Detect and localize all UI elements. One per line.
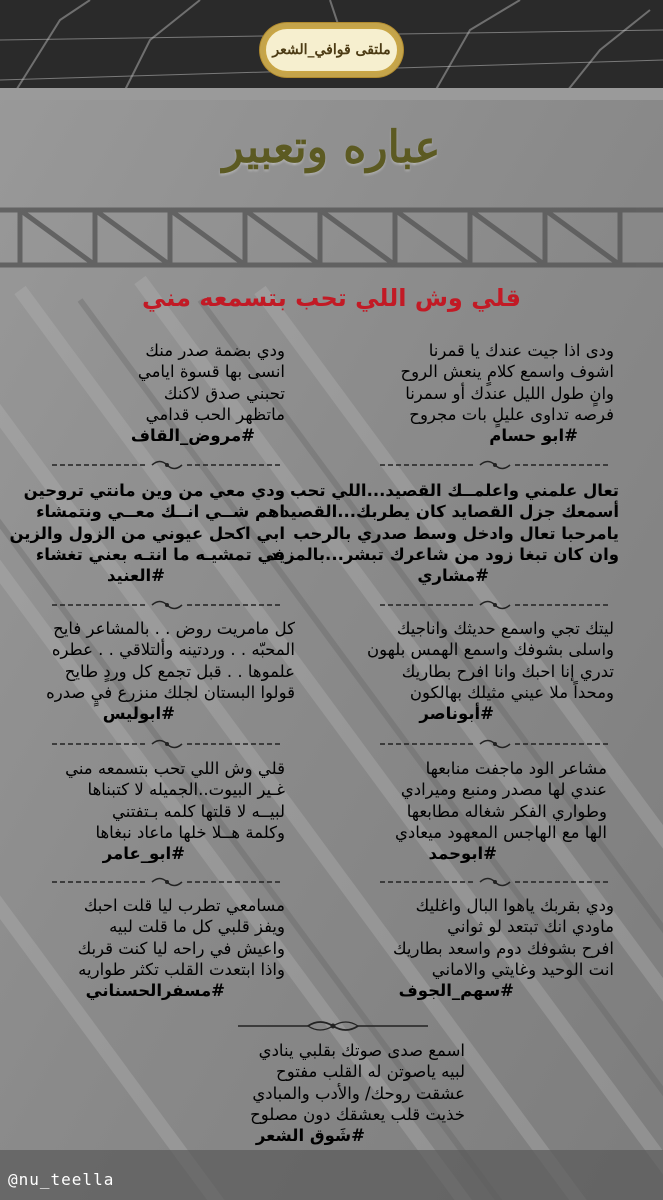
poem-line: واعيش في راحه ليا كنت قربك [77,938,285,958]
poem-line: اهم شــي انــك معــي ونتمشاء [36,502,285,522]
poem-line: مسامعي تطرب ليا قلت احبك [83,896,285,915]
poet-signature: #ابوحمد [428,844,497,864]
poem-line: ليتك تجي واسمع حديثك واناجيك [396,619,614,638]
fence-decoration [0,190,663,280]
poem-line: ودي بضمة صدر منك [145,341,285,360]
poem-block-center [250,1040,465,1146]
poem-line: خذيت قلب يعشقك دون مصلوح [250,1104,465,1124]
poem-line: ماتظهر الحب قدامي [145,404,285,424]
ornament-divider [380,458,610,472]
poem-line: ماودي انك تبتعد لو ثواني [447,917,614,937]
poem-line: انسى بها قسوة ايامي [137,362,285,382]
poem-line: يامرحبا تعال وادخل وسط صدري بالرحب [293,523,619,543]
poem-line: تحبني صدق لاكنك [163,383,285,403]
poem-line: اسمع صدى صوتك بقلبي ينادي [258,1041,465,1060]
poet-signature: #مسفرالحسناني [85,981,225,1001]
ornament-divider [52,598,282,612]
poet-signature: #ابو حسام [489,426,578,446]
poem-block-left-4 [65,758,285,864]
poem-line: لبيــه لا قلتها كلمه بـتفتني [111,801,285,821]
poem-line: تدري إنا احبك وانا افرح بطاريك [401,661,614,681]
poem-line: المحبّه . . وردتينه وألتلاقي . . عطره [51,640,295,660]
ornament-divider [52,875,282,889]
poem-line: قلي وش اللي تحب بتسمعه مني [65,759,285,778]
ornament-divider-center [238,1018,428,1034]
poem-line: وان كان تبغا زود من شاعرك تبشر...بالمزيد [269,544,619,564]
poem-subtitle: قلي وش اللي تحب بتسمعه مني [142,284,521,312]
poem-line: واسلى بشوفك واسمع الهمس بلهون [367,640,614,660]
poem-line: تعال علمني واعلمــك القصيد...اللي تحب [289,481,619,500]
poet-signature: #مروض_القاف [130,426,255,446]
poem-block-left-3 [46,618,295,724]
poem-line: عشقت روحك/ والأدب والمبادي [252,1083,465,1103]
poet-signature: #مشاري [417,566,489,586]
ornament-divider [380,598,610,612]
poem-line: وانٍ طول الليل عندك أو سمرنا [405,383,614,403]
ornament-divider [380,875,610,889]
poem-line: ودي بقربك ياهوا البال واغليك [415,896,614,915]
poem-block-left-2 [9,480,285,586]
poet-signature: #سهم_الجوف [398,981,514,1001]
poem-line: اشوف واسمع كلامٍ ينعش الروح [400,362,614,382]
poet-signature: #ابو_عامر [102,844,185,864]
poem-line: أسمعك جزل القصايد كان يطربك...القصيد [280,502,619,522]
poem-line: ودى اذا جيت عندك يا قمرنا [428,341,614,360]
poem-line: ودي معي من وين مانتي تروحين [23,481,285,500]
poem-line: علموها . . قبل تجمع كل وردٍ طايح [64,661,295,681]
poem-line: انت الوحيد وغايتي والاماني [431,959,614,979]
poem-block-left-5 [78,895,285,1001]
ornament-divider [52,458,282,472]
poem-block-left-1 [131,340,285,446]
poem-line: فرصه تداوى عليلٍ بات مجروح [409,404,614,424]
ornament-divider [380,737,610,751]
poem-line: لبيه ياصوتن له القلب مفتوح [276,1062,465,1082]
poem-line: ابي اكحل عيوني من الزول والزين [9,523,285,543]
poem-block-right-4 [395,758,607,864]
main-title: عباره وتعبير [222,122,441,173]
poet-signature: #أبوناصر [419,704,494,724]
poem-line: كل مامريت روض . . بالمشاعر فايح [53,619,295,638]
poem-line: ومحداً ملا عيني مثيلك بهالكون [409,682,614,702]
poem-line: وكلمة هــلا خلها ماعاد نبغاها [95,822,285,842]
forum-badge [264,27,399,73]
poem-line: واذا ابتعدت القلب تكثر طواريه [78,959,285,979]
poem-line: قولوا البستان لجلك منزرع فيٍ صدره [46,682,295,702]
poem-line: في تمشيـه ما انتـه بعني تغشاء [35,544,285,564]
forum-badge-text: ملتقى قوافي_الشعر [272,42,391,58]
poem-block-right-1 [400,340,614,446]
poem-line: ويفز قلبي كل ما قلت لبيه [109,917,285,937]
author-handle: @nu_teella [8,1170,115,1189]
poem-line: افرح بشوفك دوم واسعد بطاريك [393,938,614,958]
poem-line: مشاعر الود ماجفت منابعها [425,759,607,778]
poem-block-right-5 [393,895,614,1001]
poet-signature: #ابوليس [102,704,175,724]
poem-line: غـير البيوت..الجميله لا كتبناها [87,780,285,800]
poem-block-right-2 [269,480,619,586]
poem-line: عندي لها مصدر ومنبع وميرادي [400,780,607,800]
ornament-divider [52,737,282,751]
poet-signature: #العنيد [107,566,165,586]
poem-line: الها مع الهاجس المعهود ميعادي [395,822,607,842]
poem-line: وطواري الفكر شغاله مطابعها [406,801,607,821]
poet-signature: #شَوق الشعر [255,1126,365,1146]
poem-block-right-3 [367,618,614,724]
